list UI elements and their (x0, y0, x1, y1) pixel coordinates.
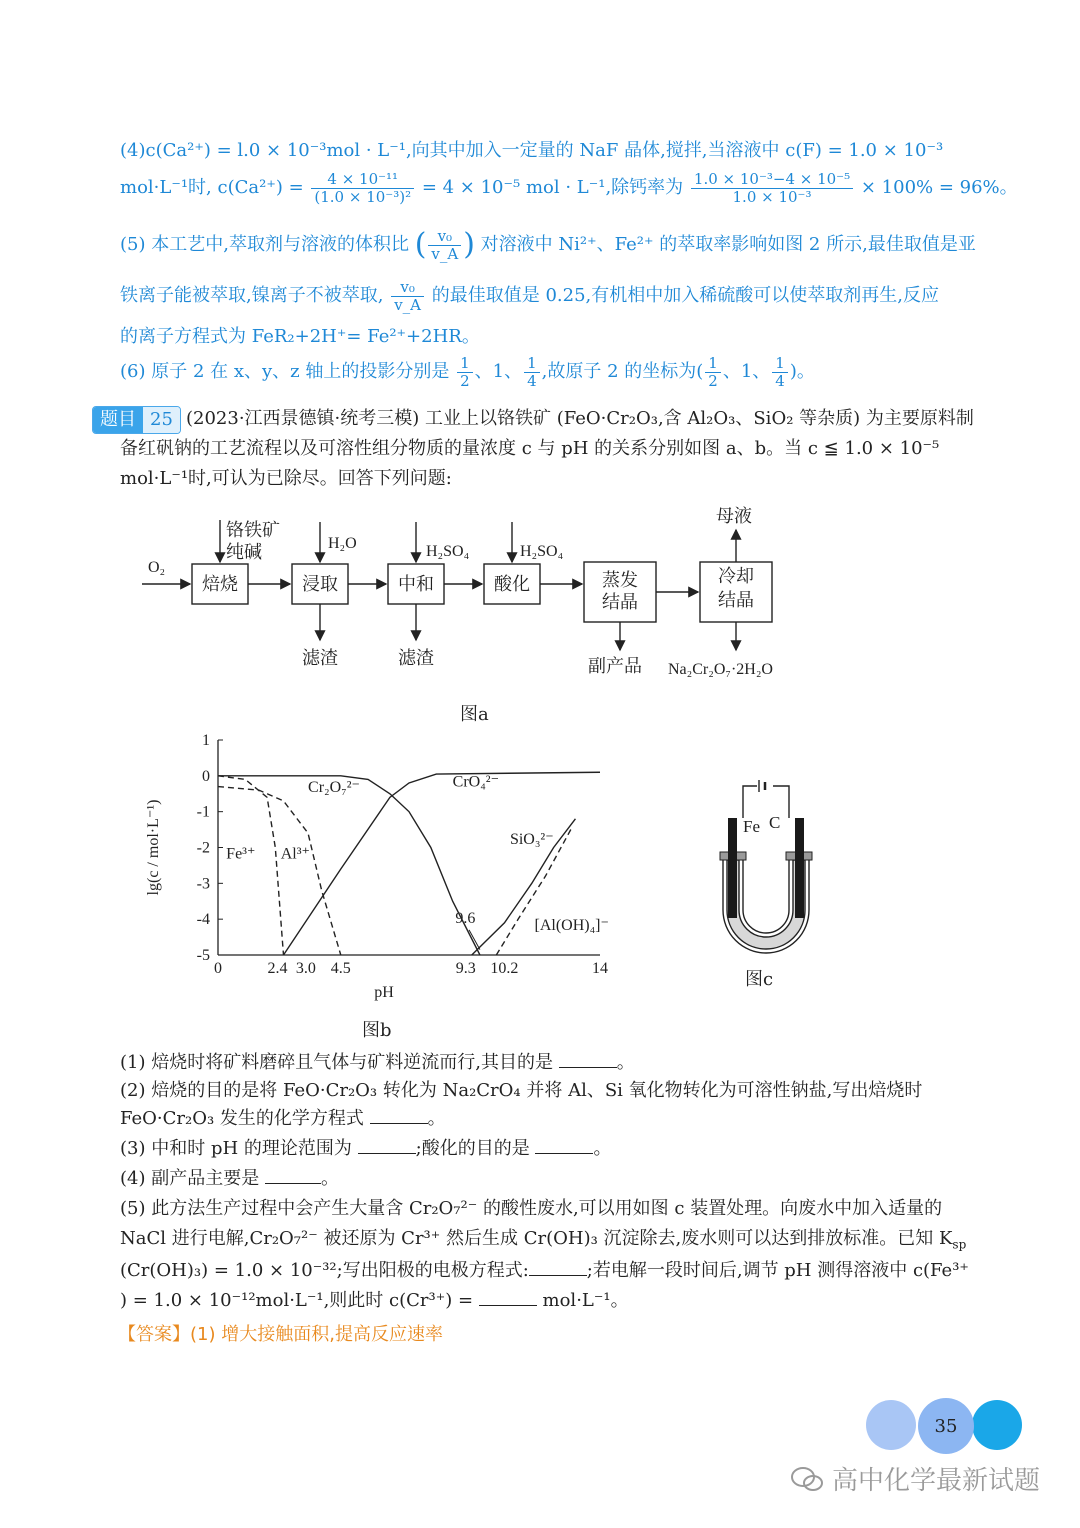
chart-figure-b (130, 725, 630, 1010)
u-tube-liquid (727, 860, 805, 949)
x-tick-label: 0 (214, 960, 222, 977)
fraction-numerator: 4 × 10⁻¹¹ (311, 171, 414, 189)
solution-6-text: 、1、 (474, 361, 523, 382)
y-tick-label: -4 (196, 911, 210, 929)
flow-residue-1: 滤渣 (302, 648, 338, 668)
flowchart-figure-a (130, 500, 830, 730)
page-circle-left (866, 1400, 916, 1450)
series-line-1 (218, 776, 283, 955)
fraction-numerator: 1 (705, 355, 721, 373)
fraction (691, 171, 853, 206)
answer-blank[interactable] (358, 1153, 416, 1154)
subquestion-5-text: ) = 1.0 × 10⁻¹²mol·L⁻¹,则此时 c(Cr³⁺) = (120, 1290, 474, 1311)
flow-input-h2o: H₂O (328, 535, 357, 552)
page-circle-right (972, 1400, 1022, 1450)
subquestion-2-text: FeO·Cr₂O₃ 发生的化学方程式 (120, 1108, 364, 1129)
fraction-numerator: 1.0 × 10⁻³−4 × 10⁻⁵ (691, 171, 853, 189)
fraction (705, 355, 721, 390)
solution-6-text: 、1、 (722, 361, 771, 382)
y-tick-label: 0 (202, 767, 210, 785)
series-label: CrO₄²⁻ (452, 773, 500, 791)
subquestion-5-line-1: (5) 此方法生产过程中会产生大量含 Cr₂O₇²⁻ 的酸性废水,可以用如图 c 装置处理。向废水中加入适量的 (120, 1198, 943, 1219)
flow-residue-2: 滤渣 (398, 648, 434, 668)
flow-box-evaporate-2: 结晶 (602, 592, 638, 612)
series-label: Cr₂O₇²⁻ (308, 778, 360, 796)
subquestion-5-line-3 (120, 1260, 969, 1282)
solution-5-line-3: 的离子方程式为 FeR₂+2H⁺= Fe²⁺+2HR。 (120, 326, 480, 347)
answer-blank[interactable] (559, 1067, 617, 1068)
subquestion-5-text-2: ;若电解一段时间后,调节 pH 测得溶液中 c(Fe³⁺ (586, 1260, 969, 1281)
solution-4-text: = 4 × 10⁻⁵ mol · L⁻¹,除钙率为 (421, 177, 684, 198)
flow-box-acidify: 酸化 (494, 574, 530, 594)
fraction-numerator: 1 (524, 355, 540, 373)
fraction (772, 355, 788, 390)
electrolysis-figure-c (715, 780, 825, 960)
annotation-label: 9.6 (455, 909, 476, 927)
annotation-arrow (469, 930, 480, 950)
flow-box-cooling-2: 结晶 (718, 590, 754, 610)
flow-input-chromite: 铬铁矿 (226, 520, 280, 540)
u-tube-inner (743, 854, 789, 933)
subquestion-3 (120, 1138, 611, 1160)
answer-blank[interactable] (265, 1183, 321, 1184)
answer-1: 【答案】(1) 增大接触面积,提高反应速率 (118, 1324, 443, 1345)
solution-4-line-1: (4)c(Ca²⁺) = l.0 × 10⁻³mol · L⁻¹,向其中加入一定量的 NaF 晶体,搅拌,当溶液中 c(F) = 1.0 × 10⁻³ (120, 140, 944, 161)
fraction-denominator: 2 (708, 371, 718, 390)
x-tick-label: 3.0 (295, 960, 316, 977)
x-tick-label: 14 (592, 960, 608, 977)
x-tick-label: 9.3 (455, 960, 476, 977)
subquestion-5-line-2: NaCl 进行电解,Cr₂O₇²⁻ 被还原为 Cr³⁺ 然后生成 Cr(OH)₃ 沉淀除去,废水则可以达到排放标准。已知 $K_{sp}$ (120, 1228, 967, 1252)
y-tick-label: -5 (196, 947, 210, 964)
solution-5-line-1: (5) 本工艺中,萃取剂与溶液的体积比 ( $\frac{\text{v₀}}{v\_A}$ ) 对溶液中 Ni²⁺、Fe²⁺ 的萃取率影响如图 2 所示,最佳取值是亚 (120, 226, 976, 263)
question-25-line-3: mol·L⁻¹时,可认为已除尽。回答下列问题: (120, 468, 452, 489)
subquestion-5-text: NaCl 进行电解,Cr₂O₇²⁻ 被还原为 Cr³⁺ 然后生成 Cr(OH)₃ 沉淀除去,废水则可以达到排放标准。已知 K (120, 1228, 953, 1249)
flow-box-neutralize: 中和 (398, 574, 434, 594)
question-tag-label: 题目 (93, 407, 143, 433)
solution-6-text: ,故原子 2 的坐标为( (541, 361, 704, 382)
solution-6-line (120, 352, 815, 392)
flow-input-h2so4-2: H₂SO₄ (520, 543, 564, 560)
flow-mother-liquor: 母液 (716, 506, 752, 526)
x-tick-label: 4.5 (330, 960, 351, 977)
subquestion-4-end: 。 (320, 1168, 339, 1189)
subquestion-5-line-4 (120, 1290, 629, 1312)
solution-4-text: × 100% = 96%。 (860, 177, 1018, 198)
x-tick-label: 2.4 (267, 960, 288, 977)
flow-box-roasting: 焙烧 (202, 574, 238, 594)
y-tick-label: -3 (196, 875, 210, 893)
fraction-denominator: 4 (527, 371, 537, 390)
subquestion-5-text: (Cr(OH)₃) = 1.0 × 10⁻³²;写出阳极的电极方程式: (120, 1260, 529, 1281)
question-25-line-2: 备红矾钠的工艺流程以及可溶性组分物质的量浓度 c 与 pH 的关系分别如图 a、b。当 c ≦ 1.0 × 10⁻⁵ (120, 438, 940, 459)
solution-4-text: mol·L⁻¹时, c(Ca²⁺) = (120, 177, 304, 198)
series-line-2 (218, 787, 341, 955)
subquestion-3-text-2: ;酸化的目的是 (415, 1138, 530, 1159)
label-fe: Fe (743, 817, 760, 836)
answer-blank[interactable] (370, 1123, 428, 1124)
flow-box-leaching: 浸取 (302, 574, 338, 594)
figure-c-caption: 图c (745, 969, 774, 990)
fraction-denominator: v_A (394, 295, 421, 314)
subquestion-5-text-2: mol·L⁻¹。 (542, 1290, 629, 1311)
electrode-fe (728, 818, 737, 918)
fraction (311, 171, 414, 206)
flow-box-evaporate: 蒸发 (602, 570, 638, 590)
flow-box-cooling: 冷却 (718, 566, 754, 586)
subquestion-4-text: (4) 副产品主要是 (120, 1168, 260, 1189)
label-c: C (769, 813, 781, 832)
wechat-icon (790, 1465, 824, 1493)
fraction-denominator: 1.0 × 10⁻³ (732, 187, 812, 206)
series-line-3 (218, 776, 480, 955)
subquestion-2-line-2 (120, 1108, 446, 1130)
solution-5-text: (5) 本工艺中,萃取剂与溶液的体积比 (120, 234, 409, 255)
subquestion-1 (120, 1052, 635, 1074)
fraction (524, 355, 540, 390)
figure-b-caption: 图b (362, 1020, 392, 1041)
fraction-denominator: 2 (460, 371, 470, 390)
solution-5-text: 铁离子能被萃取,镍离子不被萃取, (120, 285, 384, 306)
y-tick-label: 1 (202, 732, 210, 749)
watermark (790, 1460, 1040, 1497)
answer-blank[interactable] (479, 1305, 537, 1306)
fraction-denominator: (1.0 × 10⁻³)² (314, 187, 412, 206)
flow-input-o2: O₂ (148, 559, 166, 576)
fraction-numerator: 1 (457, 355, 473, 373)
subquestion-2-line-1: (2) 焙烧的目的是将 FeO·Cr₂O₃ 转化为 Na₂CrO₄ 并将 Al、Si 氧化物转化为可溶性钠盐,写出焙烧时 (120, 1080, 923, 1101)
flow-input-soda: 纯碱 (226, 542, 262, 562)
y-axis-label: lg(c / mol·L⁻¹) (145, 799, 162, 896)
fraction (457, 355, 473, 390)
subquestion-4 (120, 1168, 339, 1190)
solution-5-text: 对溶液中 Ni²⁺、Fe²⁺ 的萃取率影响如图 2 所示,最佳取值是亚 (480, 234, 976, 255)
flow-byproduct: 副产品 (588, 656, 642, 676)
figure-a-caption: 图a (460, 704, 489, 725)
fraction-denominator: v_A (431, 244, 459, 263)
subquestion-1-end: 。 (616, 1052, 635, 1073)
watermark-text: 高中化学最新试题 (832, 1466, 1041, 1496)
y-tick-label: -1 (196, 803, 210, 821)
solution-6-text: )。 (789, 361, 815, 382)
question-25-line-1: (2023·江西景德镇·统考三模) 工业上以铬铁矿 (FeO·Cr₂O₃,含 Al₂O₃、SiO₂ 等杂质) 为主要原料制 (186, 408, 974, 429)
subquestion-3-end: 。 (593, 1138, 612, 1159)
solution-5-text: 的最佳取值是 0.25,有机相中加入稀硫酸可以使萃取剂再生,反应 (431, 285, 939, 306)
fraction-numerator: v₀ (428, 228, 461, 246)
fraction (428, 228, 461, 263)
subquestion-2-end: 。 (427, 1108, 446, 1129)
y-tick-label: -2 (196, 839, 210, 857)
electrode-c (795, 818, 804, 918)
fraction-numerator: v₀ (391, 279, 424, 297)
solution-4-line-2 (120, 168, 1018, 208)
subquestion-3-text: (3) 中和时 pH 的理论范围为 (120, 1138, 352, 1159)
answer-blank[interactable] (535, 1153, 593, 1154)
fraction-numerator: 1 (772, 355, 788, 373)
question-tag (92, 406, 181, 434)
fraction-denominator: 4 (775, 371, 785, 390)
flow-product: Na₂Cr₂O₇·2H₂O (668, 661, 773, 678)
solution-5-line-2 (120, 276, 939, 316)
question-number: 25 (143, 407, 180, 433)
fraction (391, 279, 424, 314)
wire-left (743, 786, 757, 818)
series-label: Al³⁺ (280, 845, 311, 863)
page-number: 35 (918, 1398, 974, 1454)
series-label: SiO₃²⁻ (509, 830, 554, 848)
subquestion-1-text: (1) 焙烧时将矿料磨碎且气体与矿料逆流而行,其目的是 (120, 1052, 553, 1073)
flow-input-h2so4-1: H₂SO₄ (426, 543, 470, 560)
series-label: Fe³⁺ (226, 845, 256, 863)
x-tick-label: 10.2 (490, 960, 519, 977)
answer-blank[interactable] (529, 1275, 587, 1276)
series-label: [Al(OH)₄]⁻ (534, 916, 609, 934)
x-axis-label: pH (374, 984, 394, 1001)
solution-6-text: (6) 原子 2 在 x、y、z 轴上的投影分别是 (120, 361, 450, 382)
